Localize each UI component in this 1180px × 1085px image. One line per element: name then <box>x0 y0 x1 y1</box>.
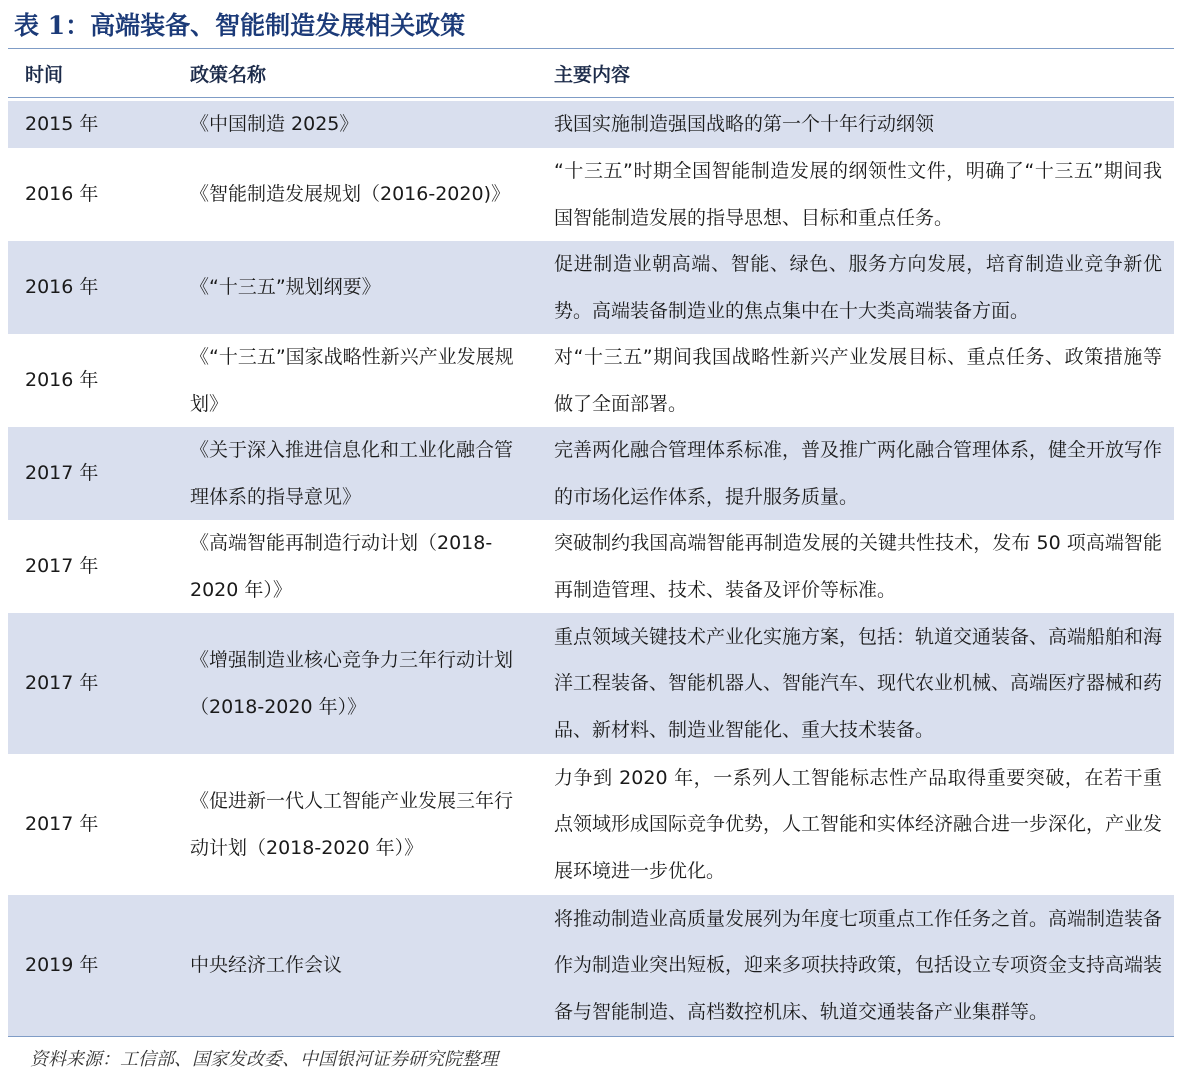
row-content: 突破制约我国高端智能再制造发展的关键共性技术，发布 50 项高端智能再制造管理、技术、装备及评价等标准。 <box>554 532 1162 601</box>
row-content: 力争到 2020 年，一系列人工智能标志性产品取得重要突破，在若干重点领域形成国际竞争优势，人工智能和实体经济融合进一步深化，产业发展环境进一步优化。 <box>554 766 1163 882</box>
table-bottom-divider <box>8 1036 1174 1037</box>
row-year: 2017 年 <box>25 555 99 578</box>
row-year: 2016 年 <box>25 276 99 299</box>
source-note: 资料来源：工信部、国家发改委、中国银河证券研究院整理 <box>30 1049 498 1070</box>
row-year: 2017 年 <box>25 672 99 695</box>
row-policy-name: 《中国制造 2025》 <box>190 113 359 136</box>
table-row <box>8 101 1174 149</box>
row-content: 重点领域关键技术产业化实施方案，包括：轨道交通装备、高端船舶和海洋工程装备、智能机器人、智能汽车、现代农业机械、高端医疗器械和药品、新材料、制造业智能化、重大技术装备。 <box>554 625 1163 741</box>
row-policy-name: 《高端智能再制造行动计划（2018-2020 年）》 <box>190 532 493 601</box>
table-row <box>8 520 1174 614</box>
table-row <box>8 334 1174 428</box>
table-row <box>8 613 1174 755</box>
row-year: 2017 年 <box>25 462 99 485</box>
header-main-content: 主要内容 <box>554 64 631 86</box>
row-year: 2016 年 <box>25 183 99 206</box>
table-row <box>8 427 1174 521</box>
row-policy-name: 《智能制造发展规划（2016-2020)》 <box>190 183 510 206</box>
row-policy-name: 《增强制造业核心竞争力三年行动计划（2018-2020 年）》 <box>190 649 514 718</box>
row-policy-name: 《“十三五”规划纲要》 <box>190 276 381 299</box>
row-content: “十三五”时期全国智能制造发展的纲领性文件，明确了“十三五”期间我国智能制造发展的指导思想、目标和重点任务。 <box>554 160 1162 229</box>
title-divider <box>8 48 1174 49</box>
header-policy-name: 政策名称 <box>190 64 267 86</box>
row-year: 2016 年 <box>25 369 99 392</box>
row-year: 2017 年 <box>25 813 99 836</box>
row-content: 促进制造业朝高端、智能、绿色、服务方向发展，培育制造业竞争新优势。高端装备制造业的焦点集中在十大类高端装备方面。 <box>554 253 1162 322</box>
row-policy-name: 中央经济工作会议 <box>190 954 343 977</box>
row-policy-name: 《“十三五”国家战略性新兴产业发展规划》 <box>190 346 514 415</box>
header-divider <box>8 97 1174 98</box>
row-year: 2019 年 <box>25 954 99 977</box>
table-row <box>8 148 1174 242</box>
row-policy-name: 《关于深入推进信息化和工业化融合管理体系的指导意见》 <box>190 439 514 508</box>
row-policy-name: 《促进新一代人工智能产业发展三年行动计划（2018-2020 年）》 <box>190 790 514 859</box>
table-row <box>8 241 1174 335</box>
row-content: 完善两化融合管理体系标准，普及推广两化融合管理体系，健全开放写作的市场化运作体系，提升服务质量。 <box>554 439 1163 508</box>
header-time: 时间 <box>25 64 64 86</box>
table-title: 表 1：高端装备、智能制造发展相关政策 <box>14 11 466 40</box>
table-row <box>8 754 1174 896</box>
row-content: 对“十三五”期间我国战略性新兴产业发展目标、重点任务、政策措施等做了全面部署。 <box>554 346 1162 415</box>
row-year: 2015 年 <box>25 113 99 136</box>
table-header <box>8 54 1174 96</box>
table-row <box>8 895 1174 1037</box>
row-content: 我国实施制造强国战略的第一个十年行动纲领 <box>554 113 935 136</box>
row-content: 将推动制造业高质量发展列为年度七项重点工作任务之首。高端制造装备作为制造业突出短板，迎来多项扶持政策，包括设立专项资金支持高端装备与智能制造、高档数控机床、轨道交通装备产业集群等。 <box>554 907 1163 1023</box>
